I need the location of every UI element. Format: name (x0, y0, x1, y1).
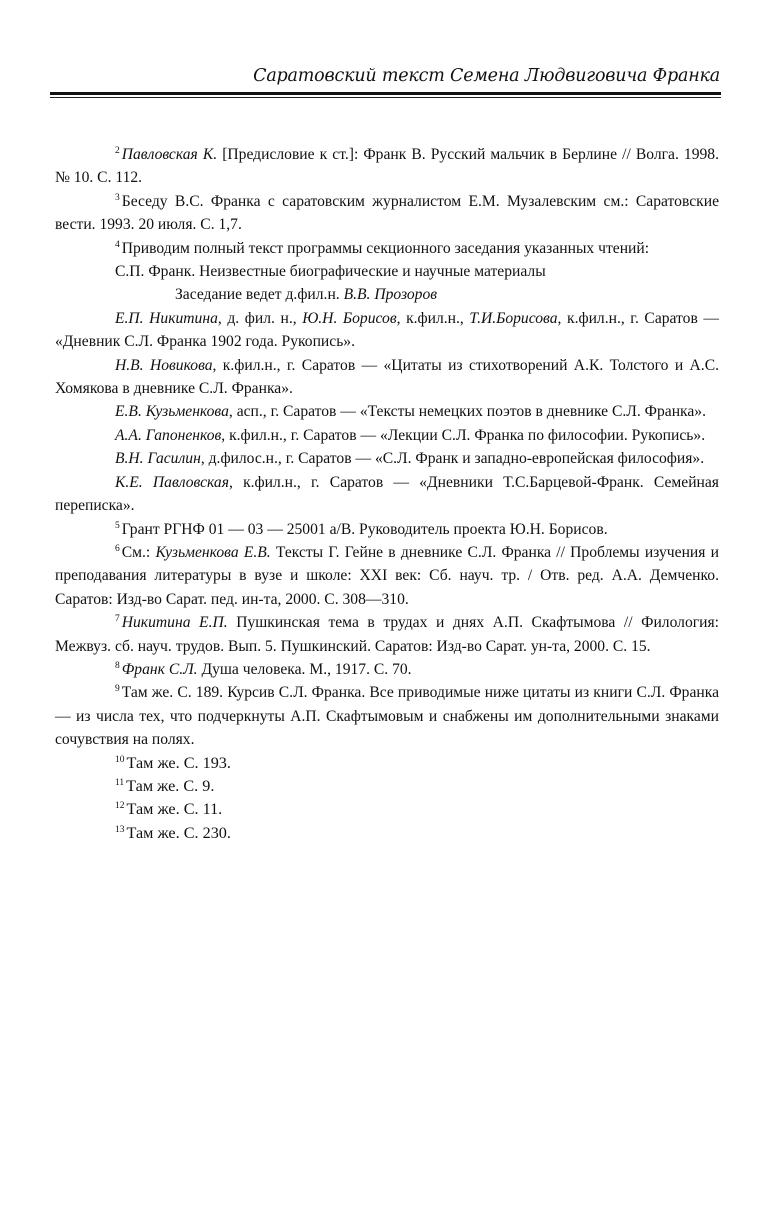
footnote-13 (55, 822, 719, 845)
text-run: , к.фил.н., (396, 309, 470, 327)
text-run: , к.фил.н., г. Саратов — «Лекции С.Л. Франка по философии. Рукопись». (221, 426, 706, 444)
footnotes-group-2 (55, 518, 719, 846)
text-run: Там же. С. 193. (126, 753, 231, 772)
text-run: , к.фил.н., г. Саратов — «Цитаты из стихотворений А.К. Толстого и А.С. Хомякова в дневнике С.Л. Франка». (55, 356, 720, 398)
text-run: Тексты Г. Гейне в дневнике С.Л. Франка // Проблемы изучения и преподавания литературы в вузе и школе: XXI век: Сб. науч. тр. / Отв. ред. А.А. Демченко. Саратов: Изд-во Сарат. пед. ин-та, 2000. С. 308—310. (55, 543, 719, 608)
program-entry (55, 400, 719, 423)
footnote-6 (55, 541, 719, 611)
footnotes-group-1 (55, 143, 719, 260)
footnote-5 (55, 518, 719, 541)
text-run: , д.филос.н., г. Саратов — «С.Л. Франк и западно-европейская философия». (200, 450, 705, 468)
program-entry (55, 354, 719, 401)
italic-name: Е.П. Никитина (115, 309, 218, 327)
italic-name: Франк С.Л. (121, 660, 198, 678)
text-run: Приводим полный текст программы секционного заседания указанных чтений: (121, 239, 650, 257)
text-run: Беседу В.С. Франка с саратовским журналистом Е.М. Музалевским см.: Саратовские вести. 1993. 20 июля. С. 1,7. (55, 192, 719, 234)
footnote-number: 7 (115, 614, 120, 625)
text-run: Грант РГНФ 01 — 03 — 25001 а/В. Руководитель проекта Ю.Н. Борисов. (121, 520, 608, 538)
footnotes-section (55, 143, 719, 845)
text-run: См.: (121, 543, 156, 561)
text-run: Душа человека. М., 1917. С. 70. (197, 660, 412, 678)
italic-name: Никитина Е.П. (121, 614, 228, 632)
footnote-number: 12 (115, 801, 125, 812)
italic-name: Ю.Н. Борисов (302, 309, 397, 327)
italic-name: А.А. Гапоненков (115, 426, 222, 444)
program-entries (55, 307, 719, 518)
program-entry (55, 447, 719, 470)
footnote-4 (55, 237, 719, 260)
footnote-number: 13 (115, 824, 125, 835)
italic-name: К.Е. Павловская (115, 473, 229, 491)
footnote-number: 9 (115, 684, 120, 695)
footnote-number: 6 (115, 543, 120, 554)
text-run: , асп., г. Саратов — «Тексты немецких поэтов в дневнике С.Л. Франка». (228, 403, 707, 421)
footnote-number: 10 (115, 754, 125, 765)
text-run: Там же. С. 230. (126, 823, 231, 842)
footnote-12 (55, 798, 719, 821)
text-run: Там же. С. 11. (126, 800, 223, 819)
program-chair-prefix: Заседание ведет д.фил.н. (175, 286, 344, 304)
footnote-number: 2 (115, 146, 120, 156)
italic-name: Е.В. Кузьменкова (115, 403, 229, 421)
header-rule-thick (50, 92, 721, 95)
text-run: , к.фил.н., г. Саратов — «Дневник С.Л. Франка 1902 года. Рукопись». (55, 309, 719, 351)
footnote-number: 3 (115, 192, 120, 203)
program-entry (55, 424, 719, 447)
footnote-9 (55, 681, 719, 751)
footnote-number: 5 (115, 520, 120, 531)
header-rule-thin (50, 97, 721, 98)
program-chair (55, 283, 719, 306)
footnote-number: 8 (115, 660, 120, 671)
italic-name: Т.И.Борисова (469, 309, 558, 327)
program-entry (55, 471, 719, 518)
text-run: , д. фил. н., (217, 309, 303, 327)
footnote-7 (55, 611, 719, 658)
program-chair-name: В.В. Прозоров (343, 286, 438, 304)
footnote-11 (55, 775, 719, 798)
text-run: [Предисловие к ст.]: Франк В. Русский мальчик в Берлине // Волга. 1998. № 10. С. 112. (55, 146, 719, 187)
text-run: Там же. С. 9. (126, 776, 215, 795)
footnote-8 (55, 658, 719, 681)
italic-name: Н.В. Новикова (115, 356, 213, 374)
text-run: , к.фил.н., г. Саратов — «Дневники Т.С.Барцевой-Франк. Семейная переписка». (55, 473, 719, 515)
program-title: С.П. Франк. Неизвестные биографические и научные материалы (115, 263, 546, 281)
footnote-number: 4 (115, 239, 120, 250)
footnote-2 (55, 143, 719, 190)
footnote-number: 11 (115, 777, 125, 788)
program-entry (55, 307, 719, 354)
italic-name: Павловская К. (121, 146, 218, 163)
italic-name: Кузьменкова Е.В. (155, 543, 271, 561)
running-head-title: Саратовский текст Семена Людвиговича Франка (253, 66, 720, 86)
text-run: Пушкинская тема в трудах и днях А.П. Скафтымова // Филология: Межвуз. сб. науч. трудов. Вып. 5. Пушкинский. Саратов: Изд-во Сарат. ун-та, 2000. С. 15. (55, 614, 719, 655)
italic-name: В.Н. Гасилин (115, 450, 201, 468)
footnote-3 (55, 190, 719, 237)
footnote-10 (55, 752, 719, 775)
text-run: Там же. С. 189. Курсив С.Л. Франка. Все приводимые ниже цитаты из книги С.Л. Франка — из числа тех, что подчеркнуты А.П. Скафтымовым и снабжены им дополнительными знаками сочувствия на полях. (55, 684, 719, 749)
